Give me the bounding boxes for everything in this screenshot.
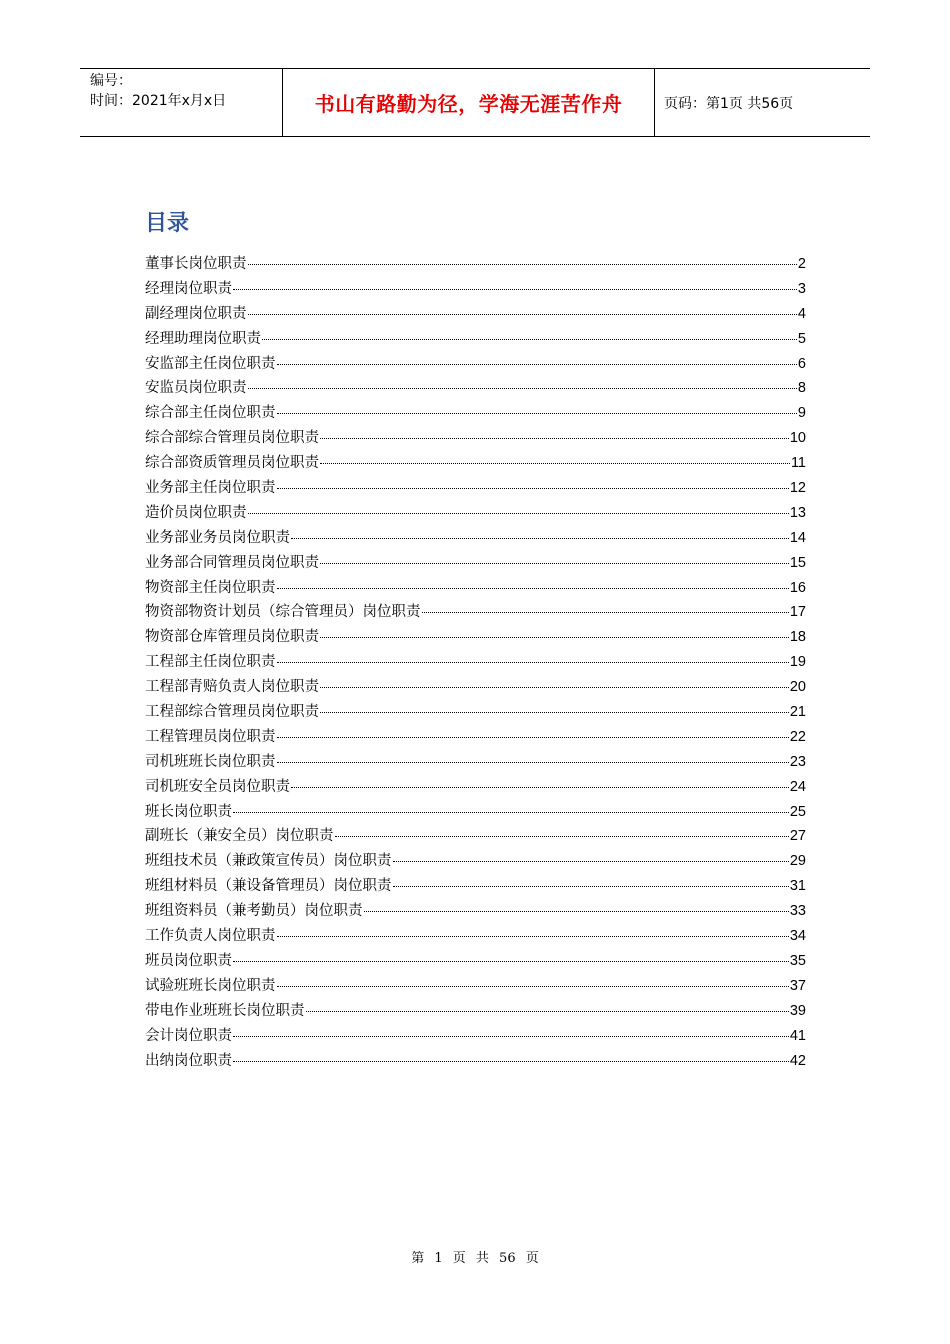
- toc-entry-page-number[interactable]: 42: [789, 1052, 806, 1069]
- toc-entry-label[interactable]: 带电作业班班长岗位职责: [145, 1002, 305, 1019]
- toc-entry[interactable]: [145, 949, 806, 974]
- toc-entry-label[interactable]: 副经理岗位职责: [145, 305, 247, 322]
- toc-entry-label[interactable]: 综合部主任岗位职责: [145, 405, 276, 422]
- toc-entry[interactable]: [145, 650, 806, 675]
- toc-entry[interactable]: [145, 1049, 806, 1074]
- toc-entry[interactable]: [145, 849, 806, 874]
- toc-entry-page-number[interactable]: 39: [789, 1002, 806, 1019]
- toc-dot-leader: [248, 314, 797, 315]
- toc-entry-label[interactable]: 试验班班长岗位职责: [145, 977, 276, 994]
- toc-entry[interactable]: [145, 999, 806, 1024]
- toc-entry-label[interactable]: 造价员岗位职责: [145, 504, 247, 521]
- toc-entry-page-number[interactable]: 33: [789, 903, 806, 920]
- document-time-label: 时间：2021年x月x日: [90, 93, 227, 109]
- toc-entry-page-number[interactable]: 4: [797, 305, 806, 322]
- toc-entry-label[interactable]: 物资部主任岗位职责: [145, 579, 276, 596]
- toc-entry-page-number[interactable]: 21: [789, 704, 806, 721]
- toc-dot-leader: [393, 861, 789, 862]
- toc-dot-leader: [291, 787, 789, 788]
- toc-entry-page-number[interactable]: 37: [789, 977, 806, 994]
- toc-entry-label[interactable]: 安监部主任岗位职责: [145, 355, 276, 372]
- toc-dot-leader: [277, 762, 789, 763]
- toc-entry[interactable]: [145, 974, 806, 999]
- toc-entry-label[interactable]: 班长岗位职责: [145, 803, 232, 820]
- toc-dot-leader: [422, 612, 789, 613]
- toc-entry-page-number[interactable]: 17: [789, 604, 806, 621]
- toc-dot-leader: [335, 836, 789, 837]
- toc-entry[interactable]: [145, 451, 806, 476]
- toc-dot-leader: [320, 712, 789, 713]
- toc-entry[interactable]: [145, 874, 806, 899]
- toc-dot-leader: [277, 936, 789, 937]
- toc-dot-leader: [277, 662, 789, 663]
- toc-entry-label[interactable]: 经理岗位职责: [145, 280, 232, 297]
- toc-dot-leader: [277, 588, 789, 589]
- toc-entry[interactable]: [145, 800, 806, 825]
- toc-dot-leader: [233, 961, 789, 962]
- toc-entry-page-number[interactable]: 35: [789, 952, 806, 969]
- toc-entry-page-number[interactable]: 23: [789, 753, 806, 770]
- toc-dot-leader: [277, 413, 797, 414]
- toc-dot-leader: [320, 463, 790, 464]
- toc-entry-label[interactable]: 经理助理岗位职责: [145, 330, 261, 347]
- toc-entry-label[interactable]: 副班长（兼安全员）岗位职责: [145, 828, 334, 845]
- toc-dot-leader: [277, 986, 789, 987]
- toc-dot-leader: [277, 364, 797, 365]
- toc-entry-page-number[interactable]: 10: [789, 430, 806, 447]
- toc-entry[interactable]: [145, 476, 806, 501]
- toc-entry-page-number[interactable]: 24: [789, 778, 806, 795]
- toc-entry-label[interactable]: 综合部综合管理员岗位职责: [145, 430, 319, 447]
- toc-entry-page-number[interactable]: 12: [789, 480, 806, 497]
- toc-entry-label[interactable]: 工作负责人岗位职责: [145, 928, 276, 945]
- header-meta: [80, 69, 282, 136]
- toc-dot-leader: [233, 1061, 789, 1062]
- toc-entry-label[interactable]: 司机班班长岗位职责: [145, 753, 276, 770]
- toc-entry-page-number[interactable]: 14: [789, 529, 806, 546]
- toc-entry-label[interactable]: 工程部综合管理员岗位职责: [145, 704, 319, 721]
- toc-entry[interactable]: [145, 252, 806, 277]
- toc-entry-page-number[interactable]: 20: [789, 679, 806, 696]
- toc-entry[interactable]: [145, 750, 806, 775]
- toc-entry-page-number[interactable]: 19: [789, 654, 806, 671]
- toc-entry[interactable]: [145, 824, 806, 849]
- toc-entry-label[interactable]: 班组材料员（兼设备管理员）岗位职责: [145, 878, 392, 895]
- header-page-info: 页码：第1页 共56页: [664, 95, 794, 112]
- toc-entry-label[interactable]: 班员岗位职责: [145, 952, 232, 969]
- toc-dot-leader: [262, 339, 797, 340]
- toc-entry[interactable]: [145, 376, 806, 401]
- toc-entry[interactable]: [145, 725, 806, 750]
- toc-entry[interactable]: [145, 401, 806, 426]
- toc-dot-leader: [364, 911, 789, 912]
- toc-dot-leader: [393, 886, 789, 887]
- toc-entry[interactable]: [145, 675, 806, 700]
- toc-entry[interactable]: [145, 426, 806, 451]
- toc-entry[interactable]: [145, 924, 806, 949]
- toc-entry-label[interactable]: 物资部仓库管理员岗位职责: [145, 629, 319, 646]
- toc-entry[interactable]: [145, 600, 806, 625]
- toc-dot-leader: [320, 637, 789, 638]
- toc-entry-page-number[interactable]: 3: [797, 280, 806, 297]
- toc-entry-page-number[interactable]: 22: [789, 728, 806, 745]
- header-page-info-cell: [655, 69, 870, 136]
- toc-entry-label[interactable]: 会计岗位职责: [145, 1027, 232, 1044]
- toc-entry-label[interactable]: 工程管理员岗位职责: [145, 728, 276, 745]
- toc-dot-leader: [277, 488, 789, 489]
- toc-entry[interactable]: [145, 700, 806, 725]
- toc-entry[interactable]: [145, 551, 806, 576]
- toc-entry[interactable]: [145, 1024, 806, 1049]
- toc-entry[interactable]: [145, 302, 806, 327]
- toc-entry-label[interactable]: 班组资料员（兼考勤员）岗位职责: [145, 903, 363, 920]
- toc-entry-label[interactable]: 司机班安全员岗位职责: [145, 778, 290, 795]
- toc-entry-page-number[interactable]: 16: [789, 579, 806, 596]
- toc-entry-page-number[interactable]: 2: [797, 256, 806, 272]
- toc-entry[interactable]: [145, 576, 806, 601]
- toc-entry-page-number[interactable]: 29: [789, 853, 806, 870]
- document-header: [80, 68, 870, 137]
- toc-entry-label[interactable]: 综合部资质管理员岗位职责: [145, 455, 319, 472]
- toc-entry[interactable]: [145, 625, 806, 650]
- toc-entry[interactable]: [145, 327, 806, 352]
- toc-dot-leader: [233, 289, 797, 290]
- toc-entry-page-number[interactable]: 8: [797, 380, 806, 397]
- toc-entry-page-number[interactable]: 25: [789, 803, 806, 820]
- toc-entry-label[interactable]: 安监员岗位职责: [145, 380, 247, 397]
- toc-dot-leader: [291, 538, 789, 539]
- toc-dot-leader: [233, 812, 789, 813]
- toc-entry-page-number[interactable]: 18: [789, 629, 806, 646]
- header-motto-cell: [282, 69, 655, 136]
- toc-entry-page-number[interactable]: 31: [789, 878, 806, 895]
- page-footer: 第 1 页 共 56 页: [411, 1251, 539, 1266]
- toc-entry-label[interactable]: 工程部主任岗位职责: [145, 654, 276, 671]
- toc-entry-page-number[interactable]: 27: [789, 828, 806, 845]
- toc-dot-leader: [277, 737, 789, 738]
- toc-entry-page-number[interactable]: 9: [797, 405, 806, 422]
- toc-entry-label[interactable]: 工程部青赔负责人岗位职责: [145, 679, 319, 696]
- toc-entry-page-number[interactable]: 34: [789, 928, 806, 945]
- table-of-contents: [145, 252, 806, 1073]
- toc-dot-leader: [320, 687, 789, 688]
- toc-entry[interactable]: [145, 899, 806, 924]
- toc-entry-page-number[interactable]: 13: [789, 504, 806, 521]
- toc-entry-page-number[interactable]: 41: [789, 1027, 806, 1044]
- header-motto: 书山有路勤为径，学海无涯苦作舟: [314, 92, 623, 116]
- toc-dot-leader: [233, 1036, 789, 1037]
- toc-entry[interactable]: [145, 277, 806, 302]
- toc-entry[interactable]: [145, 526, 806, 551]
- document-number-label: 编号：: [90, 73, 132, 89]
- toc-entry-page-number[interactable]: 15: [789, 554, 806, 571]
- toc-entry-label[interactable]: 业务部业务员岗位职责: [145, 529, 290, 546]
- toc-dot-leader: [248, 513, 789, 514]
- toc-dot-leader: [306, 1011, 789, 1012]
- toc-entry-label[interactable]: 董事长岗位职责: [145, 256, 247, 272]
- toc-title: 目录: [145, 211, 190, 236]
- toc-entry-label[interactable]: 业务部合同管理员岗位职责: [145, 554, 319, 571]
- toc-entry[interactable]: [145, 775, 806, 800]
- toc-entry-page-number[interactable]: 11: [790, 455, 806, 472]
- toc-entry-label[interactable]: 业务部主任岗位职责: [145, 480, 276, 497]
- toc-dot-leader: [248, 388, 797, 389]
- toc-dot-leader: [320, 563, 789, 564]
- toc-dot-leader: [320, 438, 789, 439]
- toc-entry-page-number[interactable]: 5: [797, 330, 806, 347]
- toc-entry-label[interactable]: 出纳岗位职责: [145, 1052, 232, 1069]
- toc-entry[interactable]: [145, 352, 806, 377]
- toc-entry-label[interactable]: 班组技术员（兼政策宣传员）岗位职责: [145, 853, 392, 870]
- toc-entry[interactable]: [145, 501, 806, 526]
- toc-entry-label[interactable]: 物资部物资计划员（综合管理员）岗位职责: [145, 604, 421, 621]
- toc-dot-leader: [248, 264, 797, 265]
- toc-entry-page-number[interactable]: 6: [797, 355, 806, 372]
